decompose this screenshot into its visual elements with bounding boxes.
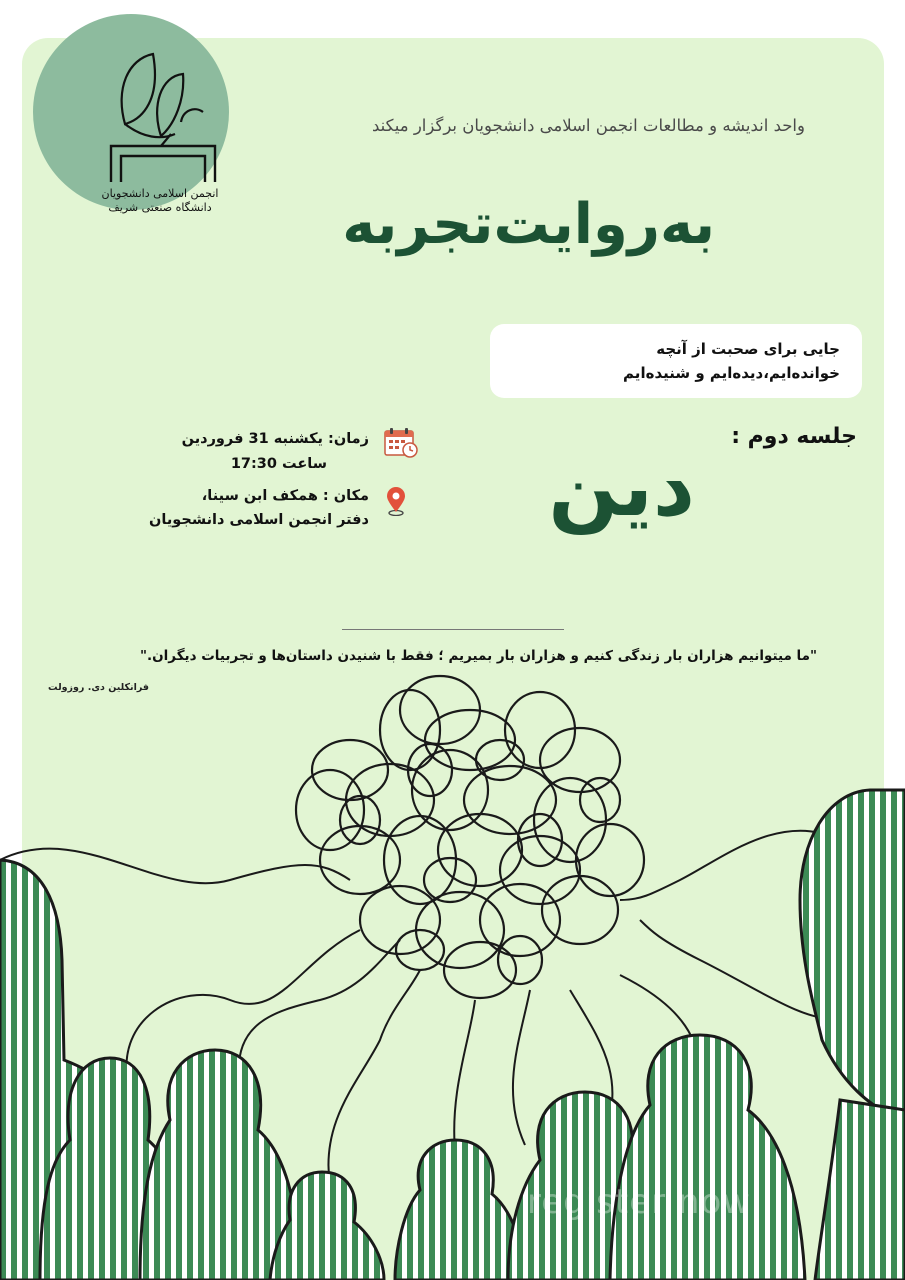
register-now-watermark: register now xyxy=(527,1182,752,1222)
location-line1: مکان : همکف ابن سینا، xyxy=(201,488,369,504)
tagline-line2: خوانده‌ایم،دیده‌ایم و شنیده‌ایم xyxy=(623,364,840,382)
logo-text-line1: انجمن اسلامی دانشجویان xyxy=(101,187,219,200)
time-line1: زمان: یکشنبه 31 فروردین xyxy=(181,431,369,447)
organizer-text: واحد اندیشه و مطالعات انجمن اسلامی دانشجویان برگزار میکند xyxy=(372,116,805,135)
session-topic: دین xyxy=(548,440,695,535)
event-title: به‌روایت‌تجربه xyxy=(342,192,715,257)
location-line2: دفتر انجمن اسلامی دانشجویان xyxy=(149,512,369,528)
session-label: جلسه دوم : xyxy=(731,424,857,449)
quote-text: "ما میتوانیم هزاران بار زندگی کنیم و هزاران بار بمیریم ؛ فقط با شنیدن داستان‌ها و تجربیات دیگران." xyxy=(139,648,817,664)
quote-author: فرانکلین دی. روزولت xyxy=(48,682,149,693)
logo-text-line2: دانشگاه صنعتی شریف xyxy=(108,201,212,214)
tagline-line1: جایی برای صحبت از آنچه xyxy=(656,340,840,358)
time-line2: ساعت 17:30 xyxy=(230,456,327,472)
